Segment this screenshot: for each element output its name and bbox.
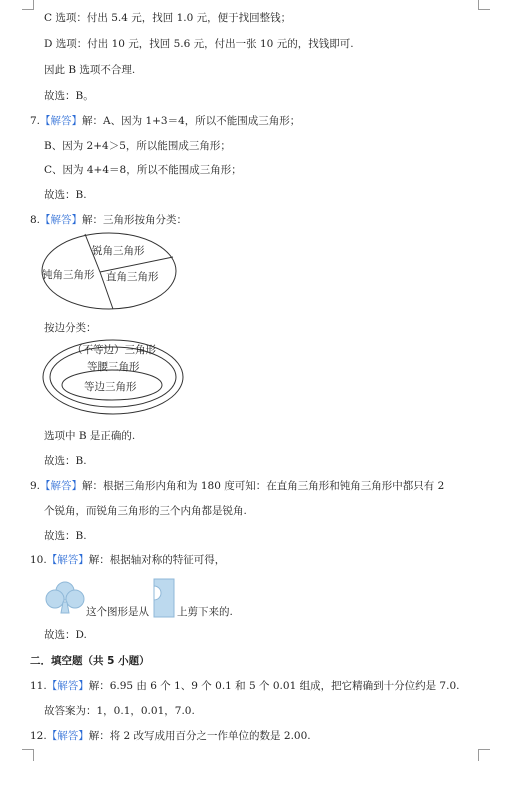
q12-text: 解：将 2 改写成用百分之一作单位的数是 2.00. bbox=[88, 730, 311, 742]
q10-tag: 【解答】 bbox=[46, 554, 89, 566]
angle-diagram-divider-2 bbox=[100, 257, 173, 272]
q10-figure-text-b: 上剪下来的. bbox=[177, 606, 233, 618]
q8-number: 8. bbox=[30, 214, 41, 226]
q10-figure-text-a: 这个图形是从 bbox=[86, 606, 149, 618]
q9-number: 9. bbox=[30, 480, 41, 492]
q11-number: 11. bbox=[30, 680, 47, 692]
q8-text: 解：三角形按角分类： bbox=[82, 214, 188, 226]
b-unreasonable-line: 因此 B 选项不合理. bbox=[44, 64, 136, 76]
q8-line bbox=[30, 212, 187, 227]
q7-option-c: C、因为 4+4＝8，所以不能围成三角形； bbox=[44, 164, 242, 176]
q10-text: 解：根据轴对称的特征可得， bbox=[88, 554, 226, 566]
answer-9: 故选：B. bbox=[44, 530, 87, 542]
q11-text: 解：6.95 由 6 个 1、9 个 0.1 和 5 个 0.01 组成，把它精确到十分位约是 7.0. bbox=[88, 680, 460, 692]
q7-line bbox=[30, 113, 300, 128]
q12-line bbox=[30, 728, 311, 743]
q9-text-1: 解：根据三角形内角和为 180 度可知：在直角三角形和钝角三角形中都只有 2 bbox=[82, 480, 445, 492]
corner-mark-bottom-right bbox=[478, 749, 490, 761]
corner-mark-top-left bbox=[22, 0, 34, 10]
q11-line bbox=[30, 678, 459, 693]
corner-mark-top-right bbox=[478, 0, 490, 10]
answer-6: 故选：B。 bbox=[44, 90, 94, 102]
answer-10: 故选：D. bbox=[44, 629, 87, 641]
equilateral-triangle-label: 等边三角形 bbox=[84, 381, 137, 393]
q9-tag: 【解答】 bbox=[40, 480, 83, 492]
right-triangle-label: 直角三角形 bbox=[106, 271, 159, 283]
q11-tag: 【解答】 bbox=[46, 680, 89, 692]
q7-option-b: B、因为 2+4＞5，所以能围成三角形； bbox=[44, 140, 231, 152]
isosceles-triangle-label: 等腰三角形 bbox=[87, 361, 140, 373]
q7-tag: 【解答】 bbox=[40, 115, 83, 127]
corner-mark-bottom-left bbox=[22, 749, 34, 761]
q9-line-1 bbox=[30, 478, 444, 493]
q8-correct-line: 选项中 B 是正确的. bbox=[44, 430, 136, 442]
side-classification-diagram bbox=[40, 336, 190, 418]
c-option-line: C 选项：付出 5.4 元，找回 1.0 元，便于找回整钱； bbox=[44, 12, 292, 24]
q12-number: 12. bbox=[30, 730, 47, 742]
q8-side-classification: 按边分类： bbox=[44, 322, 97, 334]
section-2-heading: 二．填空题（共 5 小题） bbox=[30, 655, 150, 667]
answer-7: 故选：B. bbox=[44, 189, 87, 201]
clover-shape-icon bbox=[44, 580, 86, 614]
q10-line bbox=[30, 552, 225, 567]
cut-paper-icon bbox=[153, 578, 175, 618]
q8-tag: 【解答】 bbox=[40, 214, 83, 226]
q7-text: 解：A、因为 1+3＝4，所以不能围成三角形； bbox=[82, 115, 301, 127]
q11-answer-line: 故答案为：1，0.1，0.01，7.0. bbox=[44, 705, 195, 717]
q10-number: 10. bbox=[30, 554, 47, 566]
angle-classification-diagram bbox=[38, 228, 180, 314]
q9-line-2: 个锐角，而锐角三角形的三个内角都是锐角. bbox=[44, 505, 247, 517]
d-option-line: D 选项：付出 10 元，找回 5.6 元，付出一张 10 元的，找钱即可. bbox=[44, 38, 354, 50]
answer-8: 故选：B. bbox=[44, 455, 87, 467]
q7-number: 7. bbox=[30, 115, 41, 127]
scalene-triangle-label: （不等边）三角形 bbox=[72, 344, 156, 356]
q12-tag: 【解答】 bbox=[46, 730, 89, 742]
obtuse-triangle-label: 钝角三角形 bbox=[42, 269, 95, 281]
acute-triangle-label: 锐角三角形 bbox=[92, 245, 145, 257]
